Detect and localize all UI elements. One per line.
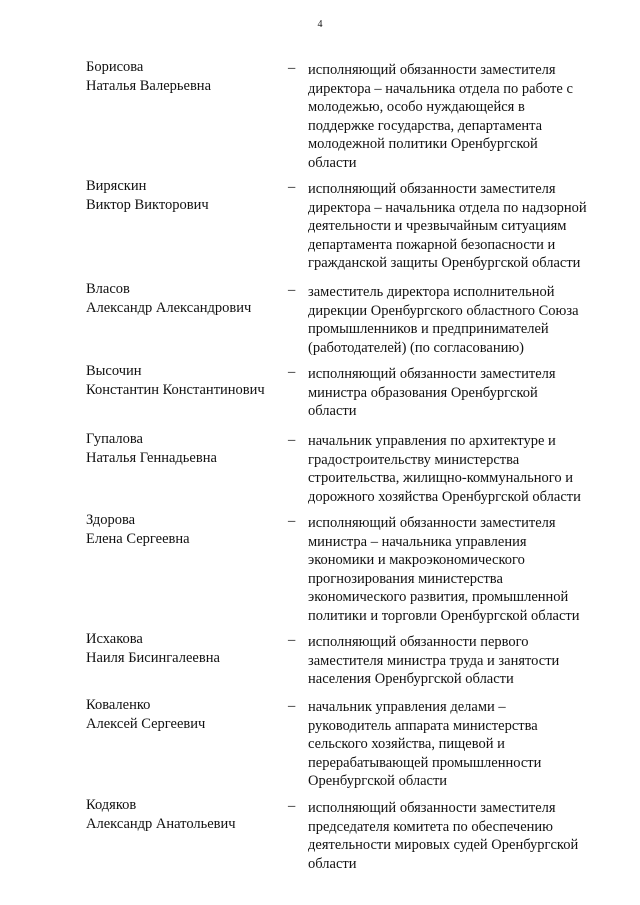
page-number: 4 bbox=[317, 19, 323, 30]
person-name: Здорова Елена Сергеевна bbox=[86, 512, 190, 547]
person-name: Кодяков Александр Анатольевич bbox=[86, 797, 236, 832]
dash-separator: – bbox=[288, 282, 296, 298]
dash-separator: – bbox=[288, 632, 296, 648]
position-description: исполняющий обязанности первого заместителя министра труда и занятости населения Оренбургской области bbox=[308, 634, 560, 687]
dash-separator: – bbox=[288, 698, 296, 714]
person-name: Коваленко Алексей Сергеевич bbox=[86, 697, 206, 732]
position-description: начальник управления по архитектуре и градостроительству министерства строительства, жилищно-коммунального и дорожного хозяйства Оренбургской области bbox=[308, 433, 581, 505]
dash-separator: – bbox=[288, 179, 296, 195]
person-name: Гупалова Наталья Геннадьевна bbox=[86, 431, 217, 466]
person-name: Борисова Наталья Валерьевна bbox=[86, 59, 211, 94]
dash-separator: – bbox=[288, 798, 296, 814]
position-description: исполняющий обязанности заместителя директора – начальника отдела по работе с молодежью, особо нуждающейся в поддержке государства, департамента молодежной политики Оренбургской области bbox=[308, 62, 573, 171]
dash-separator: – bbox=[288, 60, 296, 76]
position-description: исполняющий обязанности заместителя председателя комитета по обеспечению деятельности мировых судей Оренбургской области bbox=[308, 800, 579, 872]
position-description: исполняющий обязанности заместителя министра – начальника управления экономики и макроэкономического прогнозирования министерства экономического развития, промышленной политики и торговли Оренбургской области bbox=[308, 515, 580, 624]
position-description: исполняющий обязанности заместителя министра образования Оренбургской области bbox=[308, 366, 556, 419]
person-name: Исхакова Наиля Бисингалеевна bbox=[86, 631, 220, 666]
dash-separator: – bbox=[288, 364, 296, 380]
position-description: заместитель директора исполнительной дирекции Оренбургского областного Союза промышленников и предпринимателей (работодателей) (по согласованию) bbox=[308, 284, 579, 356]
position-description: начальник управления делами – руководитель аппарата министерства сельского хозяйства, пищевой и перерабатывающей промышленности Оренбургской области bbox=[308, 699, 542, 789]
dash-separator: – bbox=[288, 432, 296, 448]
position-description: исполняющий обязанности заместителя директора – начальника отдела по надзорной деятельности и чрезвычайным ситуациям департамента пожарной безопасности и гражданской защиты Оренбургской области bbox=[308, 181, 587, 271]
person-name: Высочин Константин Константинович bbox=[86, 363, 265, 398]
dash-separator: – bbox=[288, 513, 296, 529]
person-name: Виряскин Виктор Викторович bbox=[86, 178, 209, 213]
person-name: Власов Александр Александрович bbox=[86, 281, 252, 316]
